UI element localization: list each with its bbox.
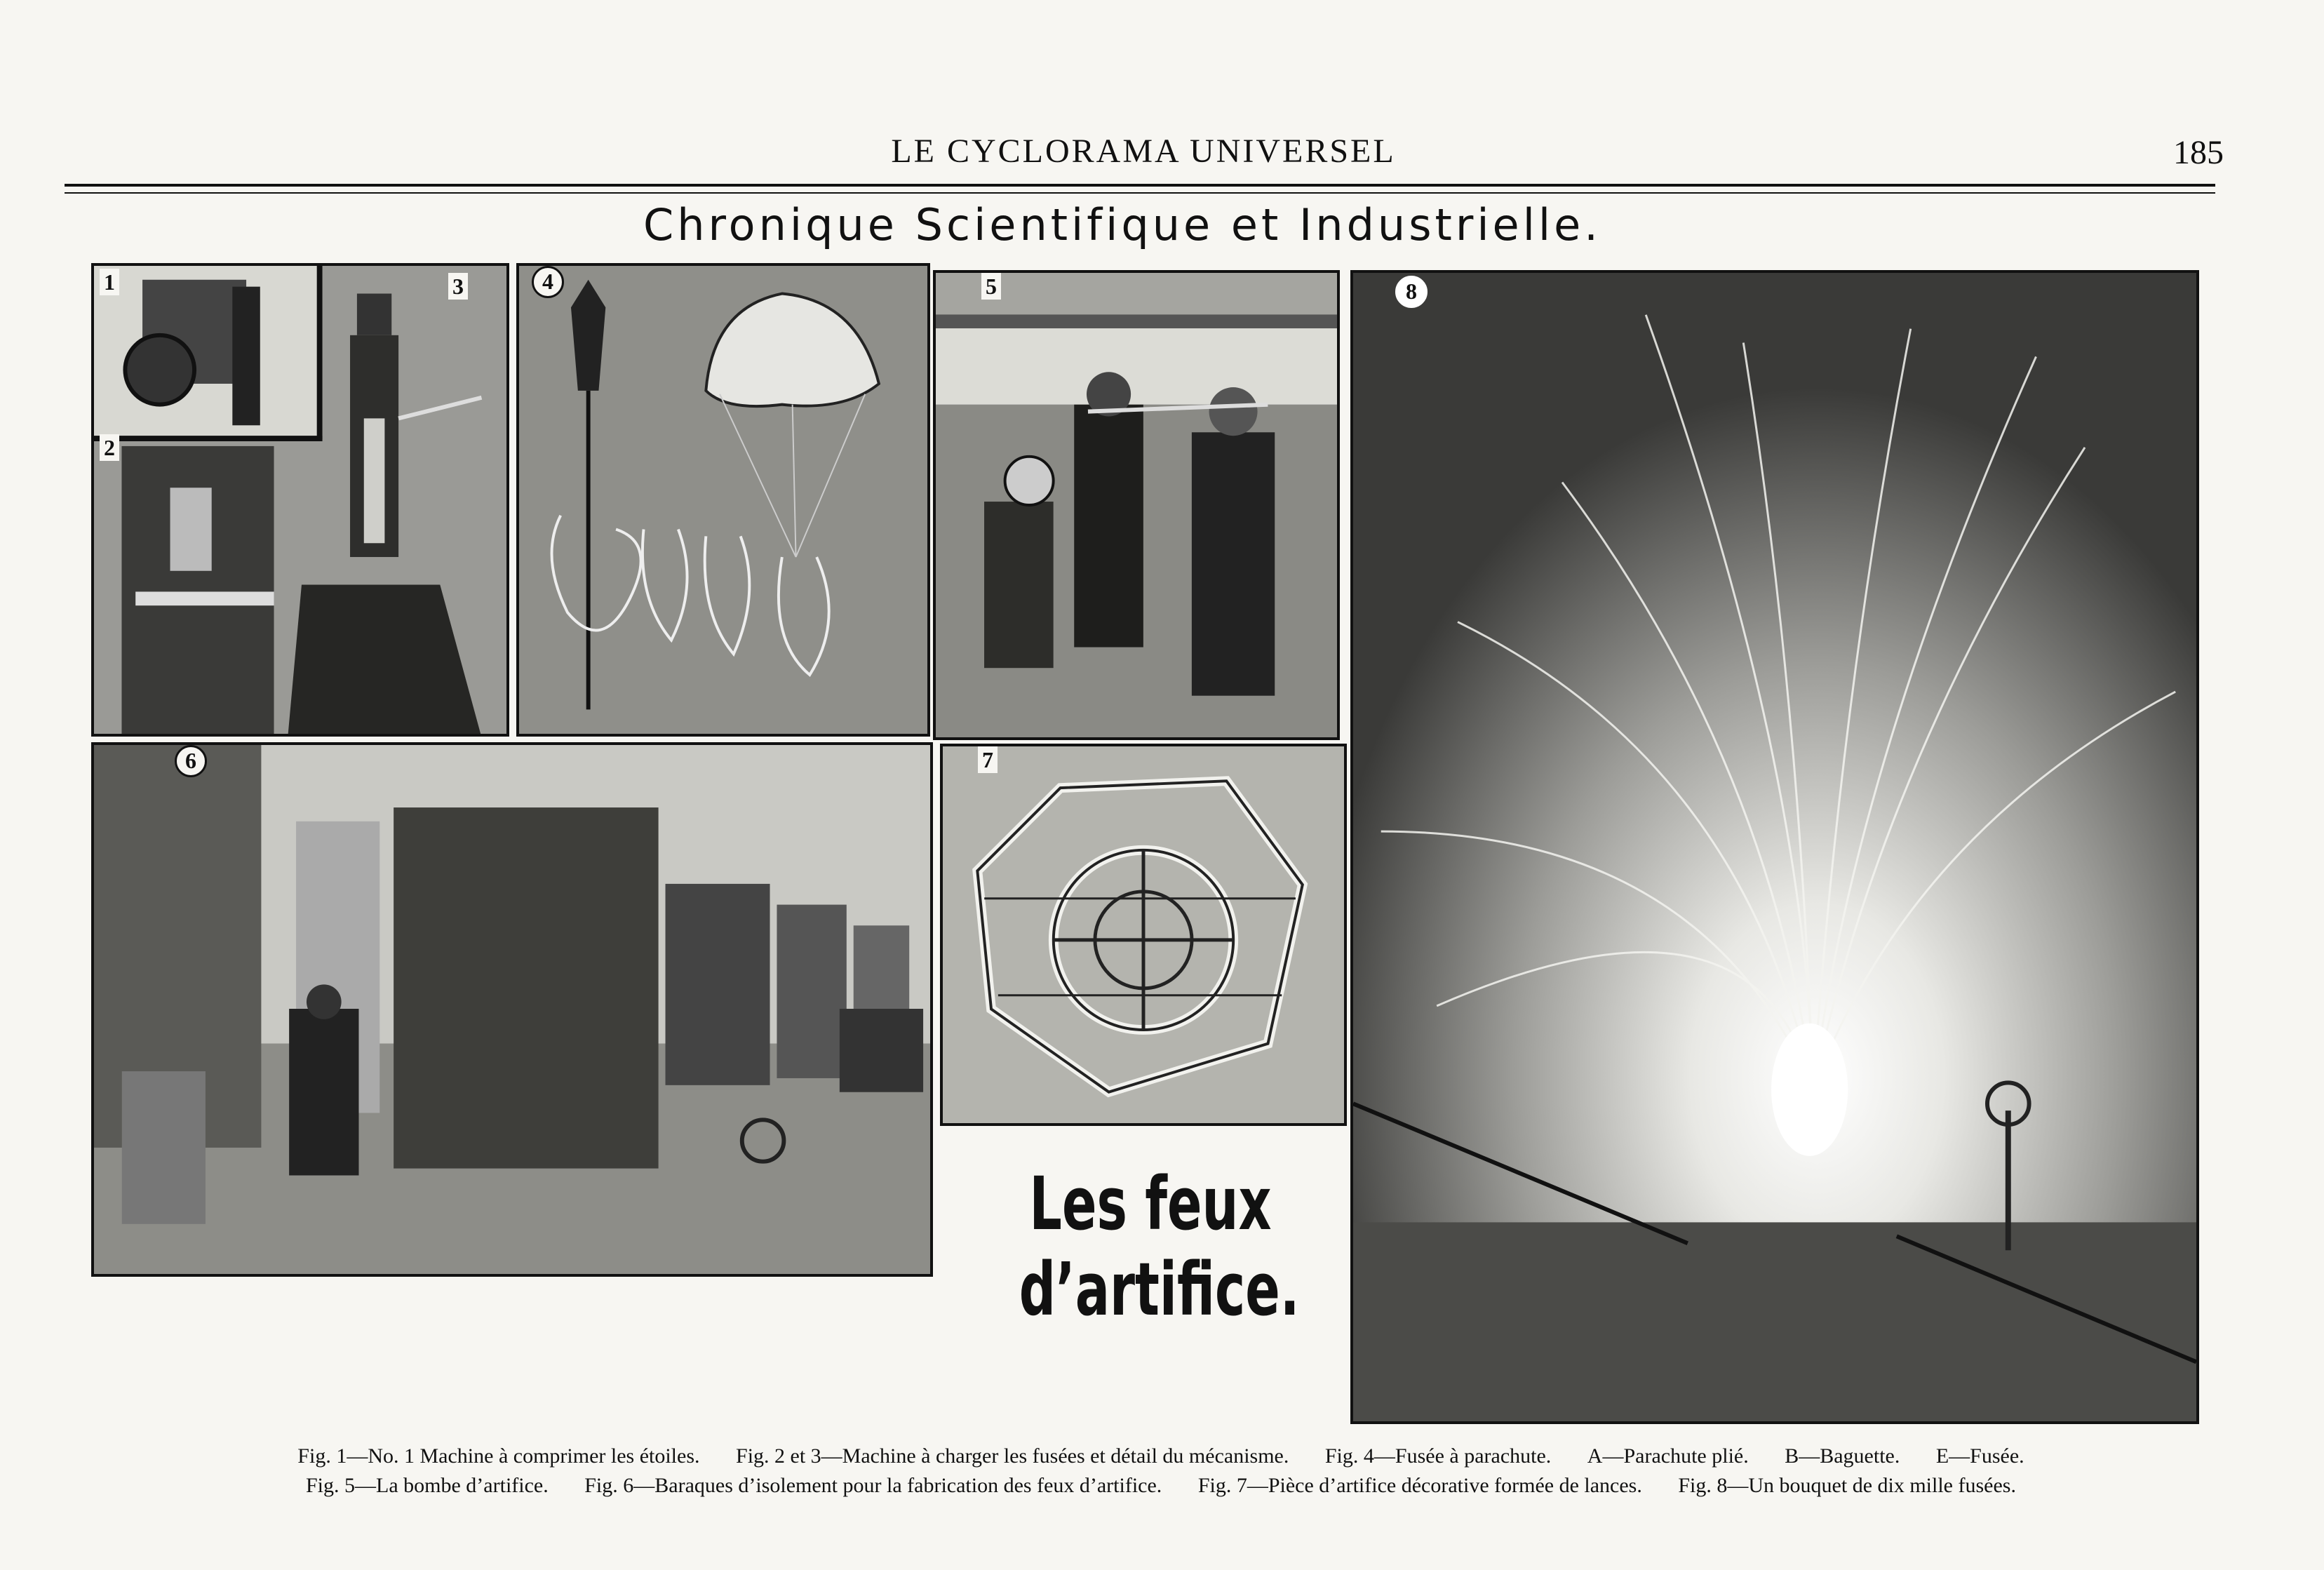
caption-fig-7: Fig. 7—Pièce d’artifice décorative formée de lances. [1197, 1474, 1642, 1497]
fig-5-number: 5 [981, 273, 1001, 300]
page-number: 185 [2173, 134, 2224, 171]
parachute-illustration [519, 266, 927, 734]
caption-line-2 [70, 1471, 2252, 1501]
caption-line-1 [70, 1442, 2252, 1471]
lance-piece-illustration [943, 746, 1344, 1123]
caption-fig-5: Fig. 5—La bombe d’artifice. [306, 1474, 549, 1497]
fig-4-number: 4 [532, 266, 564, 298]
fig-8-number: 8 [1395, 276, 1428, 308]
figure-5-bomb [933, 270, 1340, 740]
figure-8-rocket-bouquet [1350, 270, 2199, 1424]
fig-1-number: 1 [100, 269, 119, 295]
caption-fig-2-3: Fig. 2 et 3—Machine à charger les fusées et détail du mécanisme. [736, 1444, 1289, 1468]
figure-1-3-machines [91, 263, 509, 737]
section-title: Chronique Scientifique et Industrielle. [643, 199, 1602, 250]
figure-caption [70, 1442, 2252, 1501]
fig-2-number: 2 [100, 434, 119, 461]
figure-4-parachute-rocket [516, 263, 930, 737]
article-title [1019, 1161, 1300, 1332]
figure-6-barracks [91, 742, 933, 1277]
fig-7-number: 7 [978, 746, 998, 773]
caption-fig-4-b: B—Baguette. [1785, 1444, 1900, 1468]
article-title-line-2: d’artifice. [1019, 1247, 1300, 1332]
header-rule [65, 184, 2215, 187]
caption-fig-1: Fig. 1—No. 1 Machine à comprimer les étoiles. [297, 1444, 700, 1468]
caption-fig-4: Fig. 4—Fusée à parachute. [1324, 1444, 1552, 1468]
bomb-illustration [936, 273, 1337, 737]
article-title-line-1: Les feux [1029, 1161, 1272, 1247]
fig-6-number: 6 [175, 745, 207, 777]
fig-3-number: 3 [448, 273, 468, 300]
header-rule-thin [65, 192, 2215, 194]
caption-fig-4-e: E—Fusée. [1935, 1444, 2024, 1468]
rocket-bouquet-illustration [1353, 273, 2196, 1421]
caption-fig-4-a: A—Parachute plié. [1587, 1444, 1749, 1468]
barracks-illustration [94, 745, 930, 1274]
machines-illustration [94, 266, 506, 734]
running-title: LE CYCLORAMA UNIVERSEL [891, 133, 1396, 170]
caption-fig-6: Fig. 6—Baraques d’isolement pour la fabrication des feux d’artifice. [584, 1474, 1162, 1497]
caption-fig-8: Fig. 8—Un bouquet de dix mille fusées. [1678, 1474, 2016, 1497]
figure-7-lance-piece [940, 744, 1347, 1126]
